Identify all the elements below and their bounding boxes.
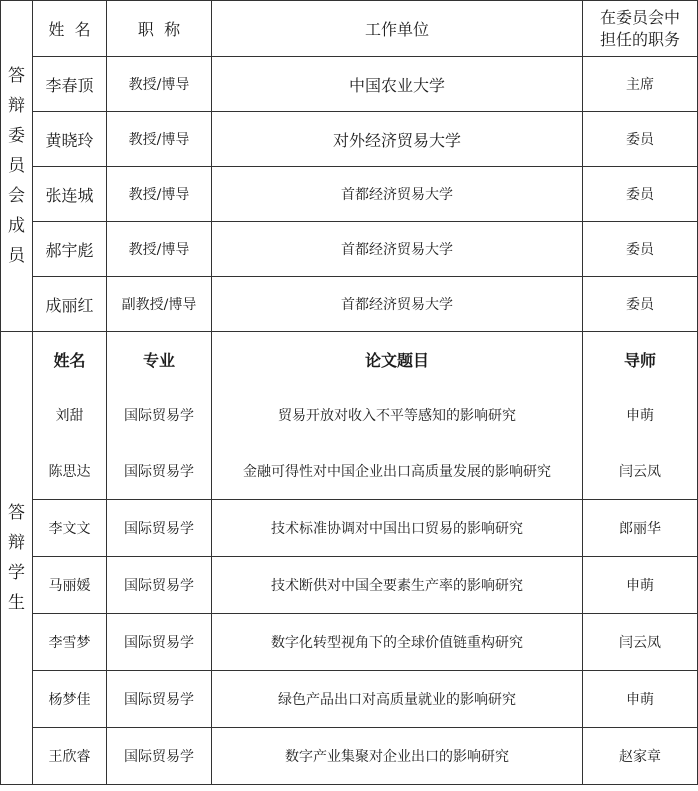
committee-row — [1, 57, 698, 112]
student-row — [1, 671, 698, 728]
side-char: 成 — [8, 216, 25, 236]
student-thesis: 技术断供对中国全要素生产率的影响研究 — [212, 557, 583, 614]
committee-header-title: 职 称 — [107, 1, 212, 57]
member-title: 教授/博导 — [107, 222, 212, 277]
committee-header-unit: 工作单位 — [212, 1, 583, 57]
member-role: 主席 — [583, 57, 698, 112]
student-major: 国际贸易学 — [107, 614, 212, 671]
member-name: 黄晓玲 — [33, 112, 107, 167]
member-name: 李春顶 — [33, 57, 107, 112]
student-name: 刘甜 — [33, 387, 107, 443]
student-advisor: 郎丽华 — [583, 500, 698, 557]
member-unit: 对外经济贸易大学 — [212, 112, 583, 167]
side-char: 委 — [8, 126, 25, 146]
student-name: 马丽媛 — [33, 557, 107, 614]
student-header-row — [1, 332, 698, 388]
committee-header-name: 姓 名 — [33, 1, 107, 57]
student-side-label — [1, 332, 33, 785]
student-major: 国际贸易学 — [107, 500, 212, 557]
student-major: 国际贸易学 — [107, 671, 212, 728]
committee-header-role: 在委员会中担任的职务 — [583, 1, 698, 57]
side-char: 辩 — [8, 533, 25, 553]
student-header-name: 姓名 — [33, 332, 107, 388]
student-name: 李文文 — [33, 500, 107, 557]
committee-header-row — [1, 1, 698, 57]
side-char: 生 — [8, 593, 25, 613]
student-row — [1, 387, 698, 443]
member-unit: 首都经济贸易大学 — [212, 277, 583, 332]
student-thesis: 数字产业集聚对企业出口的影响研究 — [212, 728, 583, 785]
student-name: 李雪梦 — [33, 614, 107, 671]
student-header-major: 专业 — [107, 332, 212, 388]
student-major: 国际贸易学 — [107, 443, 212, 500]
committee-row — [1, 222, 698, 277]
student-thesis: 贸易开放对收入不平等感知的影响研究 — [212, 387, 583, 443]
student-major: 国际贸易学 — [107, 557, 212, 614]
student-thesis: 数字化转型视角下的全球价值链重构研究 — [212, 614, 583, 671]
side-char: 员 — [8, 246, 25, 266]
member-name: 张连城 — [33, 167, 107, 222]
student-advisor: 赵家章 — [583, 728, 698, 785]
student-thesis: 技术标准协调对中国出口贸易的影响研究 — [212, 500, 583, 557]
committee-row — [1, 167, 698, 222]
committee-row — [1, 277, 698, 332]
student-row — [1, 728, 698, 785]
student-advisor: 闫云凤 — [583, 614, 698, 671]
student-row — [1, 557, 698, 614]
student-major: 国际贸易学 — [107, 387, 212, 443]
member-unit: 首都经济贸易大学 — [212, 222, 583, 277]
member-title: 教授/博导 — [107, 167, 212, 222]
member-title: 教授/博导 — [107, 112, 212, 167]
member-name: 郝宇彪 — [33, 222, 107, 277]
student-row — [1, 500, 698, 557]
student-advisor: 申萌 — [583, 671, 698, 728]
student-advisor: 申萌 — [583, 557, 698, 614]
student-header-thesis: 论文题目 — [212, 332, 583, 388]
student-row — [1, 614, 698, 671]
student-name: 陈思达 — [33, 443, 107, 500]
side-char: 会 — [8, 186, 25, 206]
member-unit: 中国农业大学 — [212, 57, 583, 112]
committee-row — [1, 112, 698, 167]
student-advisor: 闫云凤 — [583, 443, 698, 500]
member-title: 副教授/博导 — [107, 277, 212, 332]
student-row — [1, 443, 698, 500]
student-thesis: 金融可得性对中国企业出口高质量发展的影响研究 — [212, 443, 583, 500]
side-char: 学 — [8, 563, 25, 583]
member-role: 委员 — [583, 222, 698, 277]
member-name: 成丽红 — [33, 277, 107, 332]
side-char: 辩 — [8, 96, 25, 116]
member-title: 教授/博导 — [107, 57, 212, 112]
committee-side-label — [1, 1, 33, 332]
student-major: 国际贸易学 — [107, 728, 212, 785]
side-char: 员 — [8, 156, 25, 176]
student-header-advisor: 导师 — [583, 332, 698, 388]
side-char: 答 — [8, 503, 25, 523]
side-char: 答 — [8, 66, 25, 86]
member-role: 委员 — [583, 112, 698, 167]
student-name: 王欣睿 — [33, 728, 107, 785]
member-unit: 首都经济贸易大学 — [212, 167, 583, 222]
student-advisor: 申萌 — [583, 387, 698, 443]
student-thesis: 绿色产品出口对高质量就业的影响研究 — [212, 671, 583, 728]
member-role: 委员 — [583, 277, 698, 332]
student-name: 杨梦佳 — [33, 671, 107, 728]
member-role: 委员 — [583, 167, 698, 222]
